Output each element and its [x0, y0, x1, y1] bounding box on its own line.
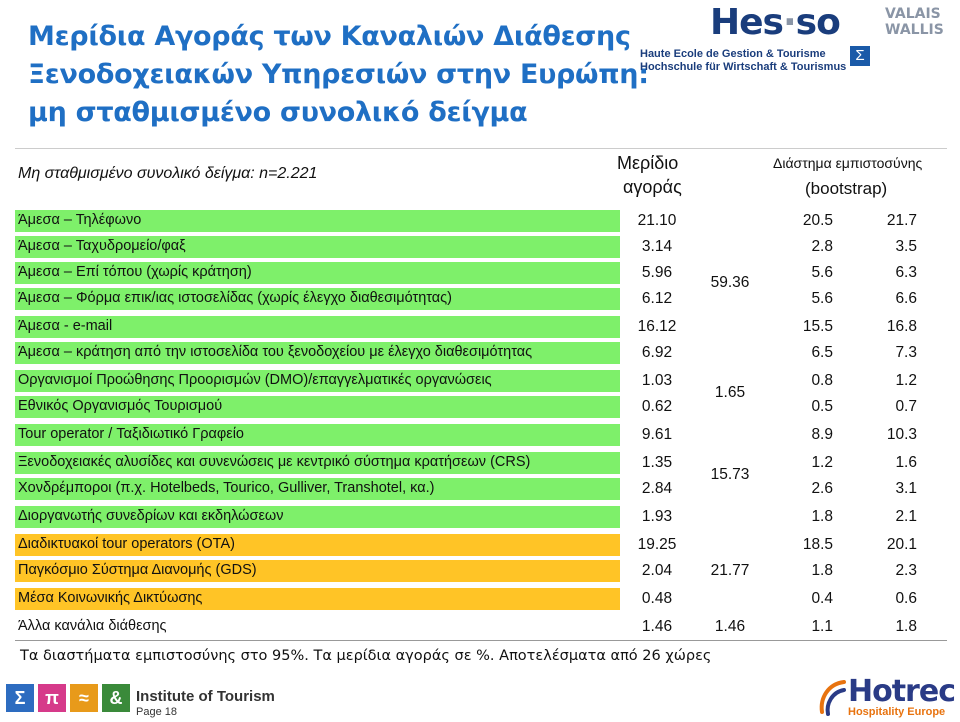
market-share-value: 1.46 — [641, 618, 673, 635]
sigma-icon: Σ — [6, 684, 34, 712]
table-row — [15, 478, 947, 500]
hotrec-swirl-icon — [818, 678, 848, 718]
channel-label: Οργανισμοί Προώθησης Προορισμών (DMO)/επαγγελματικές οργανώσεις — [18, 372, 492, 388]
market-share-value: 2.84 — [641, 480, 673, 497]
ci-lower-value: 0.4 — [811, 590, 833, 607]
channel-label: Εθνικός Οργανισμός Τουρισμού — [18, 398, 223, 414]
approx-icon: ≈ — [70, 684, 98, 712]
ci-upper-value: 7.3 — [895, 344, 917, 361]
institute-name: Institute of Tourism — [136, 688, 275, 705]
ci-lower-value: 5.6 — [811, 290, 833, 307]
table-row — [15, 506, 947, 528]
ci-lower-value: 1.2 — [811, 454, 833, 471]
channel-label: Χονδρέμποροι (π.χ. Hotelbeds, Tourico, Gulliver, Transhotel, κα.) — [18, 480, 435, 496]
ci-upper-value: 2.1 — [895, 508, 917, 525]
hotrec-logo — [818, 672, 958, 722]
market-share-value: 9.61 — [641, 426, 673, 443]
ci-upper-value: 1.8 — [895, 618, 917, 635]
channel-label: Άμεσα – Ταχυδρομείο/φαξ — [18, 238, 186, 254]
ci-upper-value: 0.6 — [895, 590, 917, 607]
table-row — [15, 534, 947, 556]
table-row — [15, 210, 947, 232]
ci-upper-value: 1.2 — [895, 372, 917, 389]
ci-upper-value: 2.3 — [895, 562, 917, 579]
page-number: Page 18 — [136, 706, 177, 718]
table-row — [15, 236, 947, 258]
market-share-value: 1.03 — [641, 372, 673, 389]
table-row — [15, 588, 947, 610]
ci-upper-value: 0.7 — [895, 398, 917, 415]
market-share-value: 1.35 — [641, 454, 673, 471]
market-share-value: 2.04 — [641, 562, 673, 579]
ci-upper-value: 6.3 — [895, 264, 917, 281]
ci-lower-value: 0.5 — [811, 398, 833, 415]
table-header — [15, 148, 947, 207]
table-row — [15, 424, 947, 446]
market-share-value: 1.93 — [641, 508, 673, 525]
ci-lower-value: 1.8 — [811, 562, 833, 579]
ci-upper-value: 3.5 — [895, 238, 917, 255]
ci-lower-value: 1.1 — [811, 618, 833, 635]
ci-upper-value: 20.1 — [886, 536, 917, 553]
confidence-interval-header: Διάστημα εμπιστοσύνης — [773, 155, 923, 171]
ci-upper-value: 10.3 — [886, 426, 917, 443]
group-total-online: 21.77 — [710, 562, 750, 579]
channel-label: Άμεσα - e-mail — [18, 318, 113, 334]
hes-so-subtitle: Haute Ecole de Gestion & Tourisme Hochschule für Wirtschaft & Tourismus — [640, 48, 847, 73]
market-share-value: 6.12 — [641, 290, 673, 307]
market-share-value: 16.12 — [637, 318, 677, 335]
ci-upper-value: 1.6 — [895, 454, 917, 471]
channel-label: Άλλα κανάλια διάθεσης — [18, 618, 167, 634]
market-share-value: 0.48 — [641, 590, 673, 607]
ci-lower-value: 2.8 — [811, 238, 833, 255]
group-total-direct: 59.36 — [710, 274, 750, 291]
ci-upper-value: 3.1 — [895, 480, 917, 497]
group-total-dmo: 1.65 — [714, 384, 746, 401]
title-line-3: μη σταθμισμένο συνολικό δείγμα — [28, 97, 528, 128]
channel-label: Άμεσα – κράτηση από την ιστοσελίδα του ξενοδοχείου με έλεγχο διαθεσιμότητας — [18, 344, 533, 360]
market-share-value: 3.14 — [641, 238, 673, 255]
pi-icon: π — [38, 684, 66, 712]
channel-label: Άμεσα – Φόρμα επικ/ιας ιστοσελίδας (χωρίς έλεγχο διαθεσιμότητας) — [18, 290, 453, 306]
ci-upper-value: 16.8 — [886, 318, 917, 335]
table-row — [15, 370, 947, 392]
market-share-value: 0.62 — [641, 398, 673, 415]
ci-lower-value: 8.9 — [811, 426, 833, 443]
market-share-value: 5.96 — [641, 264, 673, 281]
channel-label: Tour operator / Ταξιδιωτικό Γραφείο — [18, 426, 244, 442]
table-row — [15, 452, 947, 474]
channel-label: Ξενοδοχειακές αλυσίδες και συνενώσεις με κεντρικό σύστημα κρατήσεων (CRS) — [18, 454, 531, 470]
hes-so-wordmark: Hes·so — [710, 2, 840, 43]
title-line-2: Ξενοδοχειακών Υπηρεσιών στην Ευρώπη: — [28, 59, 649, 90]
channel-label: Άμεσα – Επί τόπου (χωρίς κράτηση) — [18, 264, 252, 280]
valais-wallis-label: VALAIS WALLIS — [885, 6, 944, 38]
bootstrap-label: (bootstrap) — [805, 179, 888, 198]
market-share-value: 21.10 — [637, 212, 677, 229]
table-row — [15, 316, 947, 338]
ci-upper-value: 21.7 — [886, 212, 917, 229]
hotrec-subtitle: Hospitality Europe — [848, 706, 946, 718]
ci-lower-value: 15.5 — [802, 318, 833, 335]
channel-label: Διοργανωτής συνεδρίων και εκδηλώσεων — [18, 508, 284, 524]
hes-so-logo — [640, 4, 956, 74]
ci-lower-value: 5.6 — [811, 264, 833, 281]
table-row — [15, 262, 947, 284]
table-row — [15, 342, 947, 364]
hotrec-name: Hotrec — [848, 674, 955, 709]
channel-label: Μέσα Κοινωνικής Δικτύωσης — [18, 590, 203, 606]
market-share-value: 19.25 — [637, 536, 677, 553]
sample-size-label: Μη σταθμισμένο συνολικό δείγμα: n=2.221 — [18, 165, 318, 182]
group-total-other: 1.46 — [714, 618, 746, 635]
ci-lower-value: 2.6 — [811, 480, 833, 497]
table-row — [15, 288, 947, 310]
ci-lower-value: 0.8 — [811, 372, 833, 389]
ci-upper-value: 6.6 — [895, 290, 917, 307]
ci-lower-value: 6.5 — [811, 344, 833, 361]
ci-lower-value: 18.5 — [802, 536, 833, 553]
table-row — [15, 396, 947, 418]
channel-label: Παγκόσμιο Σύστημα Διανομής (GDS) — [18, 562, 257, 578]
footnote: Τα διαστήματα εμπιστοσύνης στο 95%. Τα μερίδια αγοράς σε %. Αποτελέσματα από 26 χώρες — [20, 648, 712, 664]
table-row — [15, 616, 947, 640]
sigma-icon: Σ — [850, 46, 870, 66]
channel-label: Άμεσα – Τηλέφωνο — [18, 212, 142, 228]
channel-label: Διαδικτυακοί tour operators (OTA) — [18, 536, 235, 552]
group-total-indirect: 15.73 — [710, 466, 750, 483]
market-share-header: Μερίδιο αγοράς — [617, 153, 682, 197]
market-share-value: 6.92 — [641, 344, 673, 361]
ci-lower-value: 1.8 — [811, 508, 833, 525]
title-line-1: Μερίδια Αγοράς των Καναλιών Διάθεσης — [28, 21, 631, 52]
ampersand-icon: & — [102, 684, 130, 712]
table-row — [15, 560, 947, 582]
ci-lower-value: 20.5 — [802, 212, 833, 229]
page-title — [28, 18, 649, 132]
